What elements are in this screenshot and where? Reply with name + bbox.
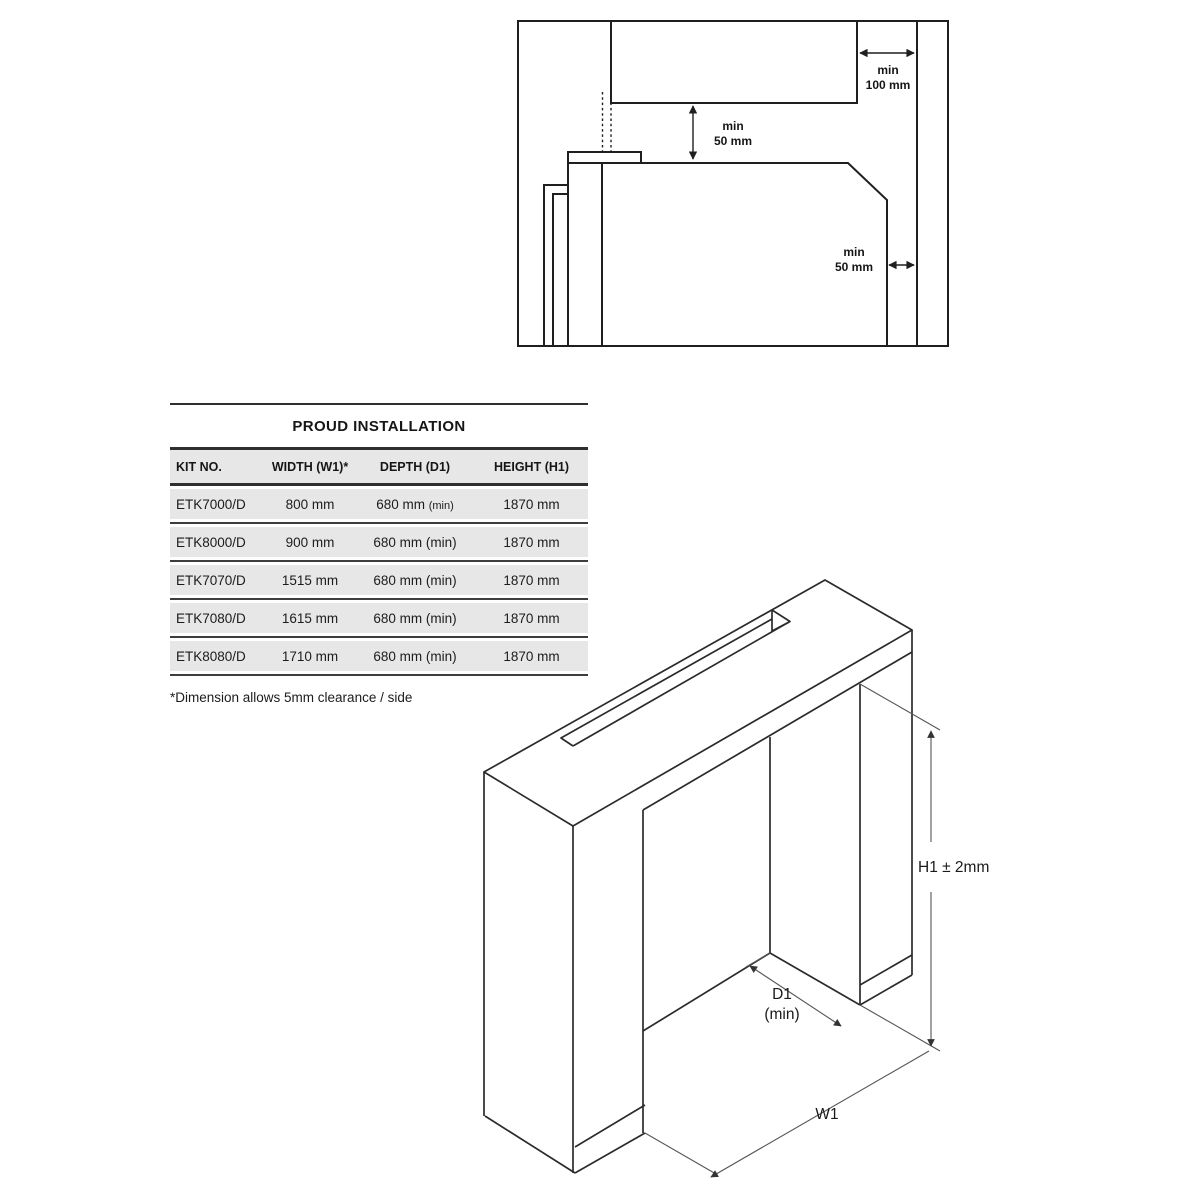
cell-height: 1870 mm (503, 648, 560, 664)
side-clearance-label-line2: 50 mm (834, 260, 874, 274)
top-clearance-label-line2: 100 mm (865, 78, 911, 92)
cell-kit: ETK7080/D (176, 610, 246, 626)
w1-extension-left (645, 1133, 716, 1174)
cell-kit: ETK8080/D (176, 648, 246, 664)
enclosure-frame-outline (484, 580, 912, 1173)
mid-clearance-label-line1: min (722, 119, 744, 133)
cell-kit: ETK7000/D (176, 496, 246, 512)
cooker-hood-outline (611, 21, 857, 103)
beam-bottom-edge (643, 652, 912, 810)
depth-note: (min) (425, 534, 457, 550)
col-header-depth: DEPTH (D1) (379, 459, 451, 474)
left-base-trim-edge (575, 1105, 645, 1147)
d1-extension-back (746, 953, 770, 967)
h1-extension-top (860, 684, 940, 730)
cell-height: 1870 mm (503, 496, 560, 512)
height-dimension-label: H1 ± 2mm (918, 859, 990, 876)
cell-depth (355, 497, 475, 512)
left-ground-edge (575, 1133, 645, 1173)
right-base-trim-edge (860, 955, 912, 985)
cell-width: 1615 mm (281, 610, 339, 626)
top-clearance-label-line1: min (877, 63, 899, 77)
depth-dimension-label: D1 (772, 986, 792, 1003)
depth-value: 680 mm (373, 572, 423, 588)
vent-slot (561, 619, 772, 746)
right-ground-edge (860, 975, 912, 1005)
depth-note: (min) (428, 499, 454, 512)
hidden-duct-dashed-lines (603, 92, 612, 152)
clearance-cross-section-diagram (500, 0, 970, 370)
cell-width: 1515 mm (281, 572, 339, 588)
table-header-row (170, 447, 588, 486)
width-dimension-label: W1 (815, 1106, 839, 1123)
depth-note: (min) (425, 572, 457, 588)
vent-slot-front-edge (573, 622, 789, 746)
front-panel-outer-outline (544, 185, 568, 346)
row-separator (170, 522, 588, 524)
cell-width: 900 mm (285, 534, 335, 550)
col-header-width: WIDTH (W1)* (271, 459, 349, 474)
top-face (484, 580, 912, 826)
cell-height: 1870 mm (503, 572, 560, 588)
col-header-height: HEIGHT (H1) (494, 459, 569, 474)
table-footnote: *Dimension allows 5mm clearance / side (170, 690, 413, 705)
cell-kit: ETK7070/D (176, 572, 246, 588)
cell-width: 800 mm (285, 496, 335, 512)
enclosure-isometric-diagram (440, 540, 1020, 1200)
depth-value: 680 mm (373, 610, 423, 626)
depth-note: (min) (425, 648, 457, 664)
cell-width: 1710 mm (281, 648, 339, 664)
front-panel-inner-outline (553, 194, 568, 346)
h1-extension-bottom (860, 1005, 940, 1051)
cell-kit: ETK8000/D (176, 534, 246, 550)
depth-value: 680 mm (376, 496, 425, 512)
side-clearance-label-line1: min (843, 245, 865, 259)
mid-clearance-label-line2: 50 mm (713, 134, 753, 148)
depth-value: 680 mm (373, 534, 423, 550)
left-side-bottom-edge (485, 1116, 575, 1173)
vent-slot-end-wall (772, 610, 790, 631)
depth-dimension-note: (min) (764, 1006, 800, 1023)
depth-value: 680 mm (373, 648, 423, 664)
cell-height: 1870 mm (503, 534, 560, 550)
hob-step-outline (568, 152, 641, 163)
table-row (170, 489, 588, 519)
col-header-kit: KIT NO. (176, 459, 222, 474)
cell-height: 1870 mm (503, 610, 560, 626)
depth-note: (min) (425, 610, 457, 626)
table-title: PROUD INSTALLATION (292, 418, 466, 435)
